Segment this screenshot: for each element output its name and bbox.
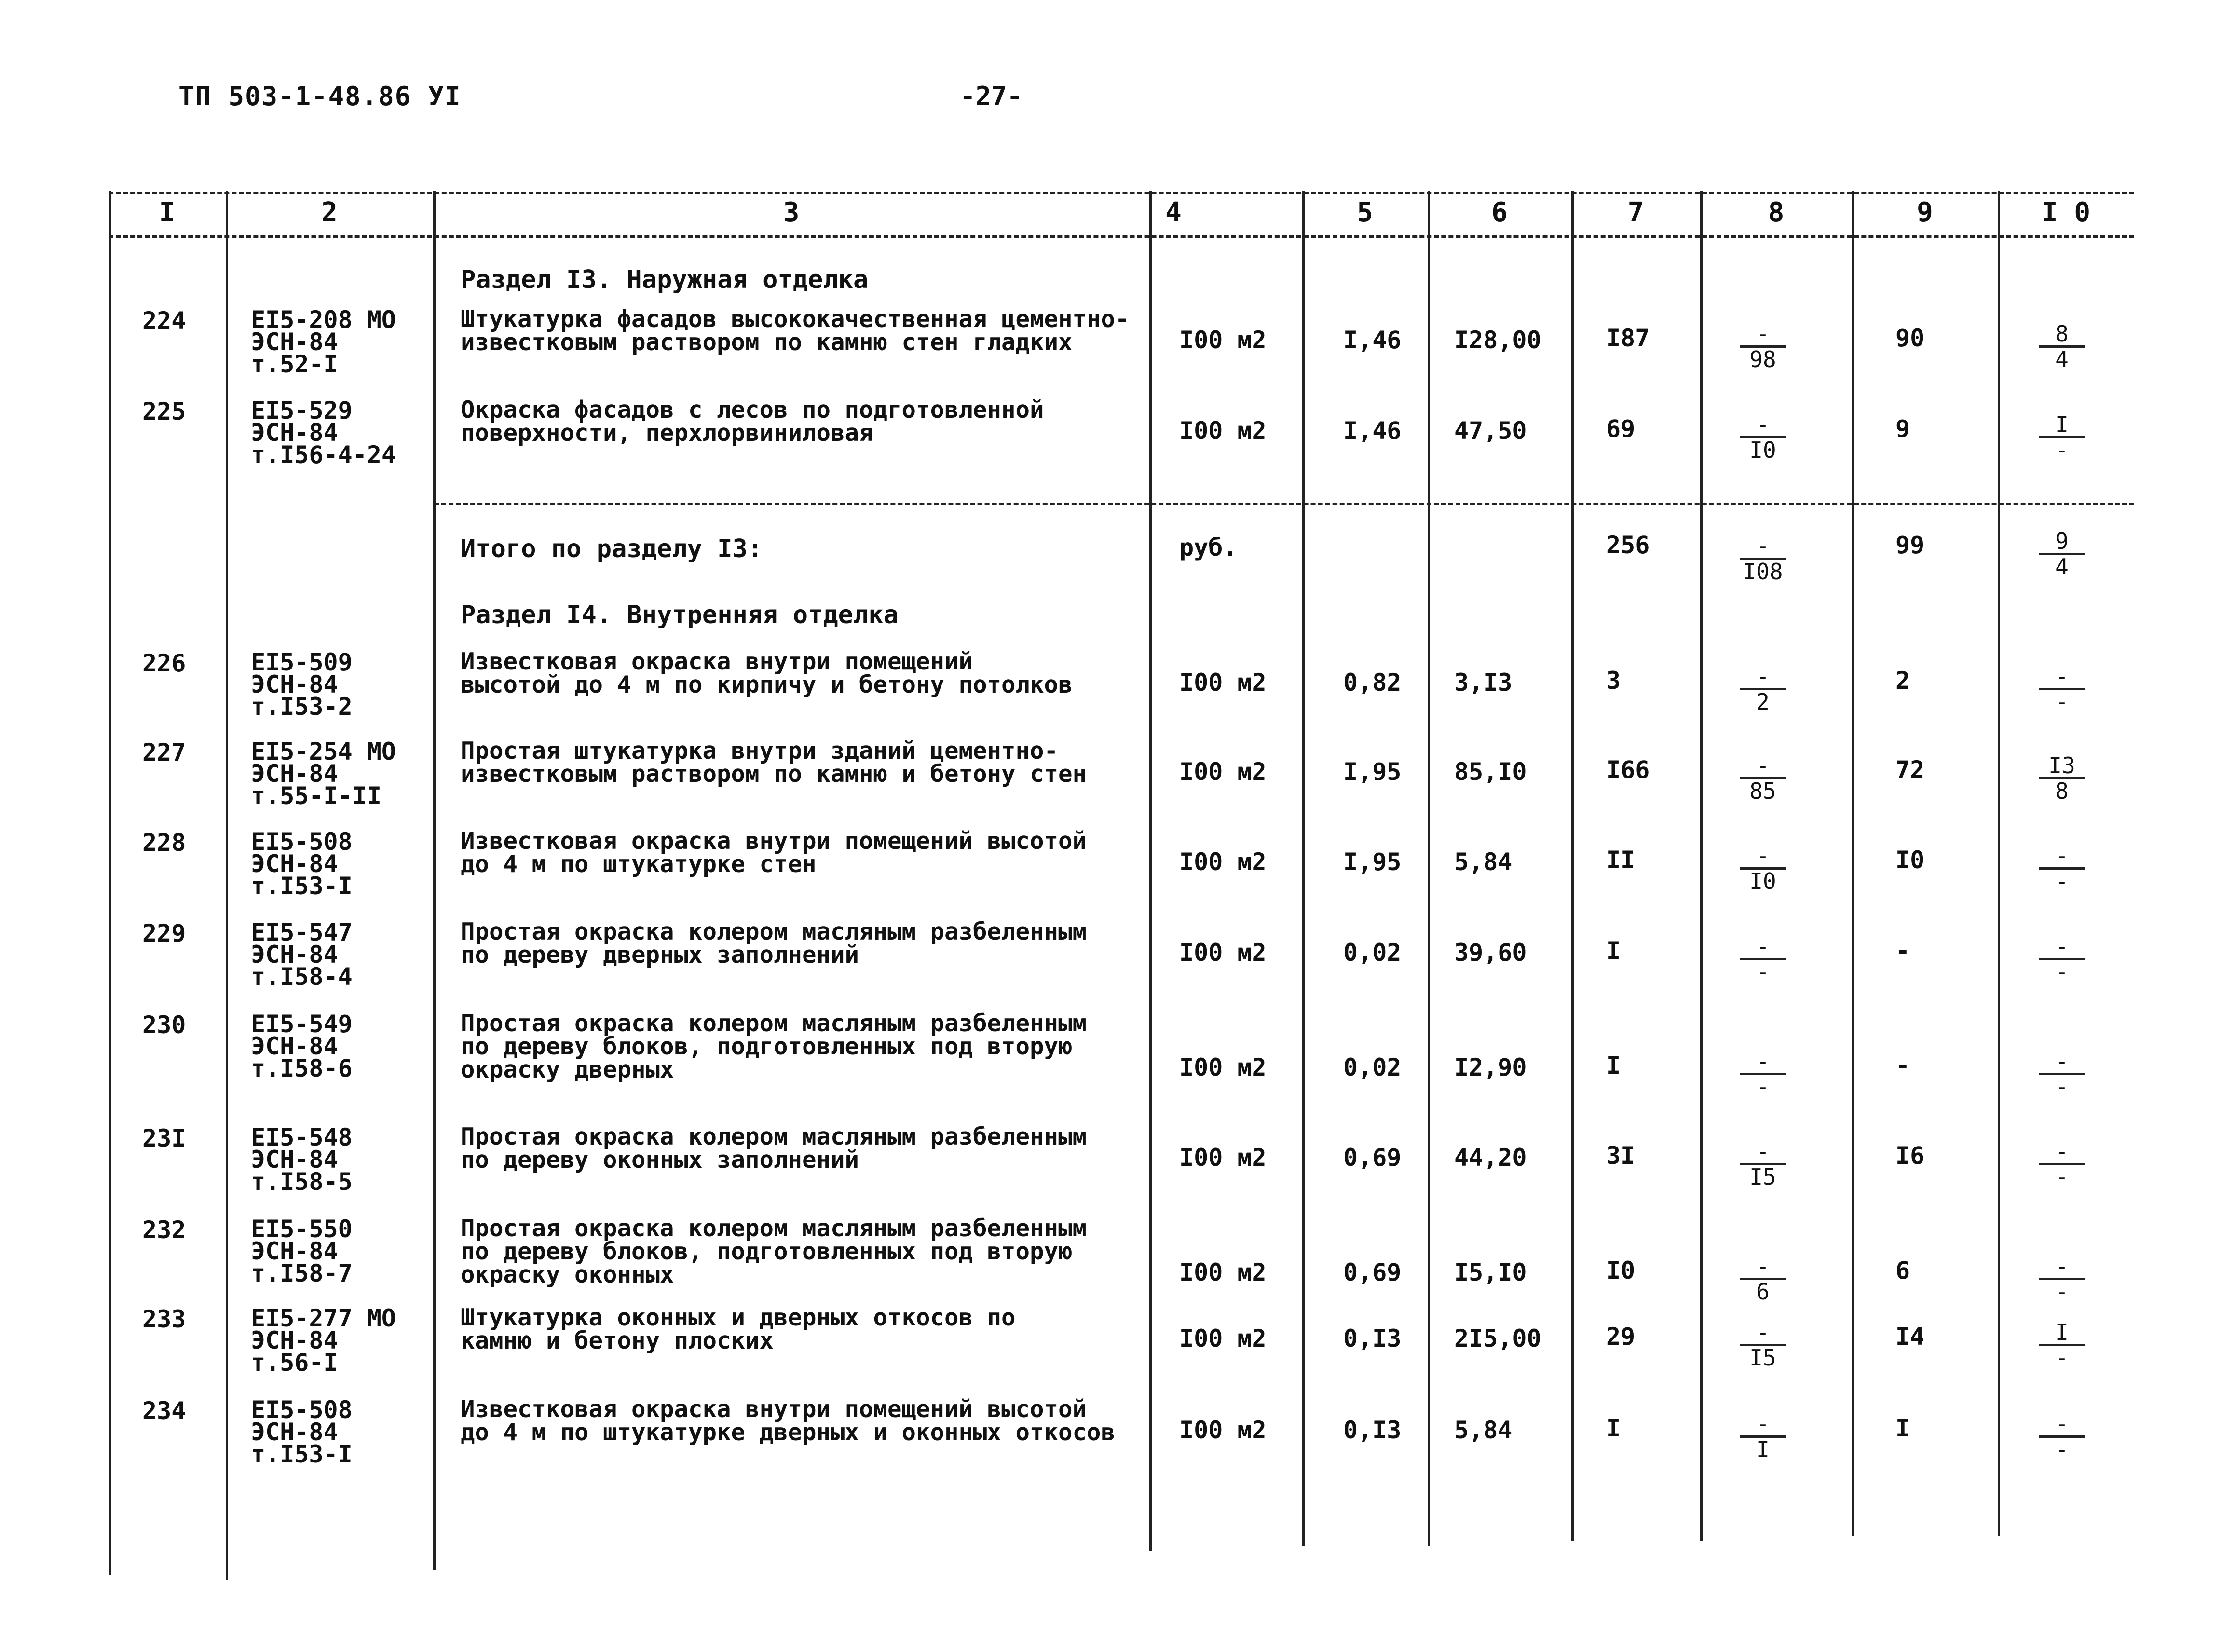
norm-code: EI5-208 МО xyxy=(251,306,396,334)
unit: I00 м2 xyxy=(1179,1258,1267,1286)
fraction-top: - xyxy=(1756,1048,1770,1074)
fraction-top: - xyxy=(2055,1253,2069,1279)
col-rule-7 xyxy=(1700,191,1703,1541)
col9-value: I0 xyxy=(1895,846,1925,874)
fraction-top: - xyxy=(2055,1138,2069,1164)
norm-code: EI5-547 xyxy=(251,918,353,946)
norm-code: ЭСН-84 xyxy=(251,1326,338,1354)
work-description: Известковая окраска внутри помещений высотой xyxy=(461,827,1087,855)
fraction-top: - xyxy=(1756,843,1770,869)
col10-fraction xyxy=(2035,845,2088,892)
col8-fraction xyxy=(1736,1048,1789,1100)
fraction-top: - xyxy=(2055,1048,2069,1074)
quantity: 0,02 xyxy=(1343,1053,1402,1081)
col10-fraction xyxy=(2035,1253,2088,1305)
fraction-top: - xyxy=(1756,411,1770,437)
col-rule-6 xyxy=(1571,191,1574,1541)
norm-code: т.I58-5 xyxy=(251,1168,353,1196)
fraction-top: - xyxy=(1756,663,1770,689)
unit-price: 2I5,00 xyxy=(1454,1324,1541,1352)
row-number: 224 xyxy=(142,307,186,335)
norm-code: т.55-I-II xyxy=(251,782,382,810)
fraction-bottom: - xyxy=(2055,959,2069,985)
work-description: высотой до 4 м по кирпичу и бетону потолков xyxy=(461,671,1073,698)
norm-code: т.I53-I xyxy=(251,1440,353,1468)
fraction-top: - xyxy=(1756,1253,1770,1279)
document-code: ТП 503-1-48.86 УI xyxy=(178,81,462,111)
col-rule-2 xyxy=(433,191,436,1570)
norm-code: т.I58-7 xyxy=(251,1259,353,1287)
col8-fraction xyxy=(1736,663,1789,715)
fraction-bottom: I0 xyxy=(1749,437,1776,463)
fraction-bottom: - xyxy=(1756,959,1770,985)
fraction-bottom: I08 xyxy=(1743,559,1783,585)
row-number: 228 xyxy=(142,829,186,857)
norm-code: EI5-550 xyxy=(251,1215,353,1243)
col9-value: I4 xyxy=(1895,1323,1925,1351)
col9-value: 2 xyxy=(1895,667,1910,695)
unit-price: I2,90 xyxy=(1454,1053,1527,1081)
quantity: 0,69 xyxy=(1343,1258,1402,1286)
fraction-bottom: - xyxy=(1756,1074,1770,1100)
norm-code: ЭСН-84 xyxy=(251,1418,338,1446)
page-number: -27- xyxy=(960,81,1023,111)
norm-code: т.I58-4 xyxy=(251,963,353,991)
col8-fraction xyxy=(1736,1138,1789,1190)
col8-fraction xyxy=(1736,1253,1789,1305)
work-description: Простая окраска колером масляным разбеленным xyxy=(461,1123,1087,1150)
row-number: 232 xyxy=(142,1216,186,1244)
unit-price: I28,00 xyxy=(1454,326,1541,354)
subtotal-label: Итого по разделу I3: xyxy=(461,534,763,563)
row-number: 225 xyxy=(142,397,186,425)
unit: I00 м2 xyxy=(1179,1324,1267,1352)
col-header-4: 4 xyxy=(1165,197,1182,228)
fraction-bottom: I5 xyxy=(1749,1345,1776,1371)
unit: I00 м2 xyxy=(1179,1053,1267,1081)
work-description: поверхности, перхлорвиниловая xyxy=(461,419,873,447)
quantity: I,46 xyxy=(1343,417,1402,445)
col-rule-8 xyxy=(1852,191,1854,1536)
fraction-bottom: - xyxy=(2055,1279,2069,1305)
norm-code: ЭСН-84 xyxy=(251,419,338,447)
work-description: Простая окраска колером масляным разбеленным xyxy=(461,1010,1087,1037)
unit: I00 м2 xyxy=(1179,848,1267,876)
unit-price: 5,84 xyxy=(1454,848,1513,876)
subtotal-c10-fraction xyxy=(2035,528,2088,580)
fraction-top: - xyxy=(1756,1411,1770,1437)
norm-code: ЭСН-84 xyxy=(251,1146,338,1174)
fraction-top: - xyxy=(1756,752,1770,778)
total-cost: I0 xyxy=(1606,1256,1636,1284)
fraction-bottom: - xyxy=(2055,1074,2069,1100)
col8-fraction xyxy=(1736,411,1789,463)
fraction-top: I xyxy=(2055,1319,2069,1345)
col9-value: 6 xyxy=(1895,1256,1910,1284)
fraction-bottom: - xyxy=(2055,437,2069,463)
norm-code: ЭСН-84 xyxy=(251,670,338,698)
fraction-bottom: - xyxy=(2055,868,2069,894)
fraction-bottom: 98 xyxy=(1749,346,1776,372)
unit-price: 44,20 xyxy=(1454,1144,1527,1172)
row-number: 230 xyxy=(142,1011,186,1039)
work-description: известковым раствором по камню и бетону стен xyxy=(461,760,1087,788)
norm-code: ЭСН-84 xyxy=(251,941,338,969)
fraction-bottom: I xyxy=(1756,1436,1770,1462)
work-description: по дереву оконных заполнений xyxy=(461,1146,859,1174)
norm-code: ЭСН-84 xyxy=(251,760,338,788)
total-cost: 3I xyxy=(1606,1142,1636,1170)
fraction-bottom: I0 xyxy=(1749,868,1776,894)
col8-fraction xyxy=(1736,933,1789,985)
work-description: известковым раствором по камню стен гладких xyxy=(461,328,1073,356)
work-description: окраску дверных xyxy=(461,1056,674,1083)
work-description: по дереву дверных заполнений xyxy=(461,941,859,969)
col9-value: - xyxy=(1895,1051,1910,1079)
fraction-top: - xyxy=(1756,1138,1770,1164)
quantity: I,46 xyxy=(1343,326,1402,354)
fraction-top: - xyxy=(1756,933,1770,959)
total-cost: 3 xyxy=(1606,667,1621,695)
fraction-top: - xyxy=(1756,533,1770,559)
total-cost: I xyxy=(1606,937,1621,965)
fraction-bottom: - xyxy=(2055,1164,2069,1190)
unit-price: 85,I0 xyxy=(1454,758,1527,786)
unit-price: 5,84 xyxy=(1454,1416,1513,1444)
norm-code: т.52-I xyxy=(251,350,338,378)
col-header-1: I xyxy=(159,197,176,228)
work-description: Известковая окраска внутри помещений высотой xyxy=(461,1395,1087,1423)
fraction-bottom: 2 xyxy=(1756,689,1770,715)
fraction-bottom: - xyxy=(2055,1345,2069,1371)
norm-code: т.I58-6 xyxy=(251,1054,353,1082)
fraction-bottom: - xyxy=(2055,689,2069,715)
work-description: Штукатурка фасадов высококачественная цементно- xyxy=(461,305,1130,333)
col10-fraction xyxy=(2035,1048,2088,1100)
row-number: 234 xyxy=(142,1397,186,1425)
fraction-bottom: 6 xyxy=(1756,1279,1770,1305)
col9-value: 9 xyxy=(1895,415,1910,443)
col-rule-4 xyxy=(1302,191,1305,1546)
quantity: I,95 xyxy=(1343,848,1402,876)
col8-fraction xyxy=(1736,1319,1789,1371)
quantity: 0,02 xyxy=(1343,939,1402,967)
col-rule-0 xyxy=(109,191,111,1575)
norm-code: EI5-549 xyxy=(251,1010,353,1038)
col8-fraction xyxy=(1736,845,1789,892)
row-number: 23I xyxy=(142,1124,186,1152)
quantity: I,95 xyxy=(1343,758,1402,786)
unit: I00 м2 xyxy=(1179,939,1267,967)
unit: I00 м2 xyxy=(1179,1416,1267,1444)
fraction-top: - xyxy=(2055,843,2069,869)
col9-value: I6 xyxy=(1895,1142,1925,1170)
total-cost: I xyxy=(1606,1051,1621,1079)
norm-code: EI5-508 xyxy=(251,1396,353,1424)
fraction-bottom: 4 xyxy=(2055,346,2069,372)
quantity: 0,82 xyxy=(1343,669,1402,696)
row-number: 229 xyxy=(142,919,186,947)
norm-code: т.I53-I xyxy=(251,872,353,900)
fraction-top: I3 xyxy=(2048,752,2075,778)
section-title-14: Раздел I4. Внутренняя отделка xyxy=(461,601,899,629)
col10-fraction xyxy=(2035,1138,2088,1190)
norm-code: т.I56-4-24 xyxy=(251,441,396,469)
col10-fraction xyxy=(2035,1319,2088,1371)
fraction-top: - xyxy=(2055,933,2069,959)
col8-fraction xyxy=(1736,1413,1789,1460)
work-description: Известковая окраска внутри помещений xyxy=(461,648,973,675)
norm-code: т.56-I xyxy=(251,1349,338,1377)
fraction-top: I xyxy=(2055,411,2069,437)
col8-fraction xyxy=(1736,323,1789,370)
fraction-bottom: - xyxy=(2055,1436,2069,1462)
work-description: Окраска фасадов с лесов по подготовленной xyxy=(461,396,1044,423)
unit: I00 м2 xyxy=(1179,326,1267,354)
fraction-top: - xyxy=(1756,1319,1770,1345)
work-description: Простая окраска колером масляным разбеленным xyxy=(461,918,1087,945)
col8-fraction xyxy=(1736,752,1789,804)
work-description: Простая окраска колером масляным разбеленным xyxy=(461,1215,1087,1242)
work-description: Штукатурка оконных и дверных откосов по xyxy=(461,1304,1016,1331)
row-number: 227 xyxy=(142,738,186,766)
col9-value: 90 xyxy=(1895,324,1925,352)
norm-code: ЭСН-84 xyxy=(251,850,338,878)
col-rule-1 xyxy=(226,191,228,1580)
work-description: окраску оконных xyxy=(461,1261,674,1288)
col10-fraction xyxy=(2035,663,2088,715)
col9-value: I xyxy=(1895,1414,1910,1442)
norm-code: EI5-529 xyxy=(251,396,353,424)
col-rule-3 xyxy=(1149,191,1152,1551)
subtotal-c9: 99 xyxy=(1895,531,1925,559)
norm-code: т.I53-2 xyxy=(251,693,353,721)
norm-code: ЭСН-84 xyxy=(251,328,338,356)
norm-code: EI5-548 xyxy=(251,1123,353,1151)
subtotal-c7: 256 xyxy=(1606,531,1650,559)
col10-fraction xyxy=(2035,1413,2088,1460)
norm-code: ЭСН-84 xyxy=(251,1237,338,1265)
unit-price: 3,I3 xyxy=(1454,669,1513,696)
col-header-5: 5 xyxy=(1357,197,1373,228)
total-cost: 29 xyxy=(1606,1323,1636,1351)
unit-price: 39,60 xyxy=(1454,939,1527,967)
total-cost: I xyxy=(1606,1414,1621,1442)
col-header-7: 7 xyxy=(1627,197,1644,228)
row-number: 233 xyxy=(142,1305,186,1333)
unit: I00 м2 xyxy=(1179,1144,1267,1172)
subtotal-rule xyxy=(434,503,2134,505)
total-cost: I87 xyxy=(1606,324,1650,352)
quantity: 0,I3 xyxy=(1343,1416,1402,1444)
table-top-rule xyxy=(109,192,2134,194)
norm-code: EI5-254 МО xyxy=(251,737,396,765)
col10-fraction xyxy=(2035,752,2088,804)
row-number: 226 xyxy=(142,649,186,677)
section-title-13: Раздел I3. Наружная отделка xyxy=(461,265,869,294)
work-description: Простая штукатурка внутри зданий цементно- xyxy=(461,737,1059,765)
col9-value: 72 xyxy=(1895,756,1925,784)
fraction-top: - xyxy=(1756,321,1770,347)
unit-price: I5,I0 xyxy=(1454,1258,1527,1286)
fraction-bottom: 4 xyxy=(2055,554,2069,580)
col10-fraction xyxy=(2035,323,2088,370)
col-header-2: 2 xyxy=(321,197,338,228)
unit: I00 м2 xyxy=(1179,417,1267,445)
col-header-9: 9 xyxy=(1917,197,1933,228)
fraction-bottom: I5 xyxy=(1749,1164,1776,1190)
col-header-10: I 0 xyxy=(2041,197,2091,228)
norm-code: ЭСН-84 xyxy=(251,1032,338,1060)
subtotal-unit: руб. xyxy=(1179,533,1238,561)
col-rule-5 xyxy=(1428,191,1430,1546)
fraction-top: - xyxy=(2055,1411,2069,1437)
norm-code: EI5-508 xyxy=(251,828,353,856)
work-description: до 4 м по штукатурке дверных и оконных откосов xyxy=(461,1419,1116,1446)
col-rule-9 xyxy=(1998,191,2000,1536)
col10-fraction xyxy=(2035,411,2088,463)
fraction-top: 8 xyxy=(2055,321,2069,347)
unit-price: 47,50 xyxy=(1454,417,1527,445)
work-description: по дереву блоков, подготовленных под вторую xyxy=(461,1238,1073,1265)
norm-code: EI5-509 xyxy=(251,648,353,676)
col-header-3: 3 xyxy=(783,197,800,228)
unit: I00 м2 xyxy=(1179,758,1267,786)
header-bottom-rule xyxy=(109,235,2134,238)
quantity: 0,I3 xyxy=(1343,1324,1402,1352)
total-cost: 69 xyxy=(1606,415,1636,443)
norm-code: EI5-277 МО xyxy=(251,1304,396,1332)
subtotal-c8-fraction xyxy=(1736,533,1789,585)
col-header-6: 6 xyxy=(1491,197,1508,228)
fraction-top: - xyxy=(2055,663,2069,689)
work-description: до 4 м по штукатурке стен xyxy=(461,850,817,878)
col9-value: - xyxy=(1895,937,1910,965)
fraction-bottom: 8 xyxy=(2055,778,2069,804)
work-description: камню и бетону плоских xyxy=(461,1327,774,1354)
work-description: по дереву блоков, подготовленных под вторую xyxy=(461,1033,1073,1060)
unit: I00 м2 xyxy=(1179,669,1267,696)
fraction-bottom: 85 xyxy=(1749,778,1776,804)
total-cost: II xyxy=(1606,846,1636,874)
quantity: 0,69 xyxy=(1343,1144,1402,1172)
col10-fraction xyxy=(2035,933,2088,985)
fraction-top: 9 xyxy=(2055,528,2069,554)
total-cost: I66 xyxy=(1606,756,1650,784)
col-header-8: 8 xyxy=(1768,197,1785,228)
